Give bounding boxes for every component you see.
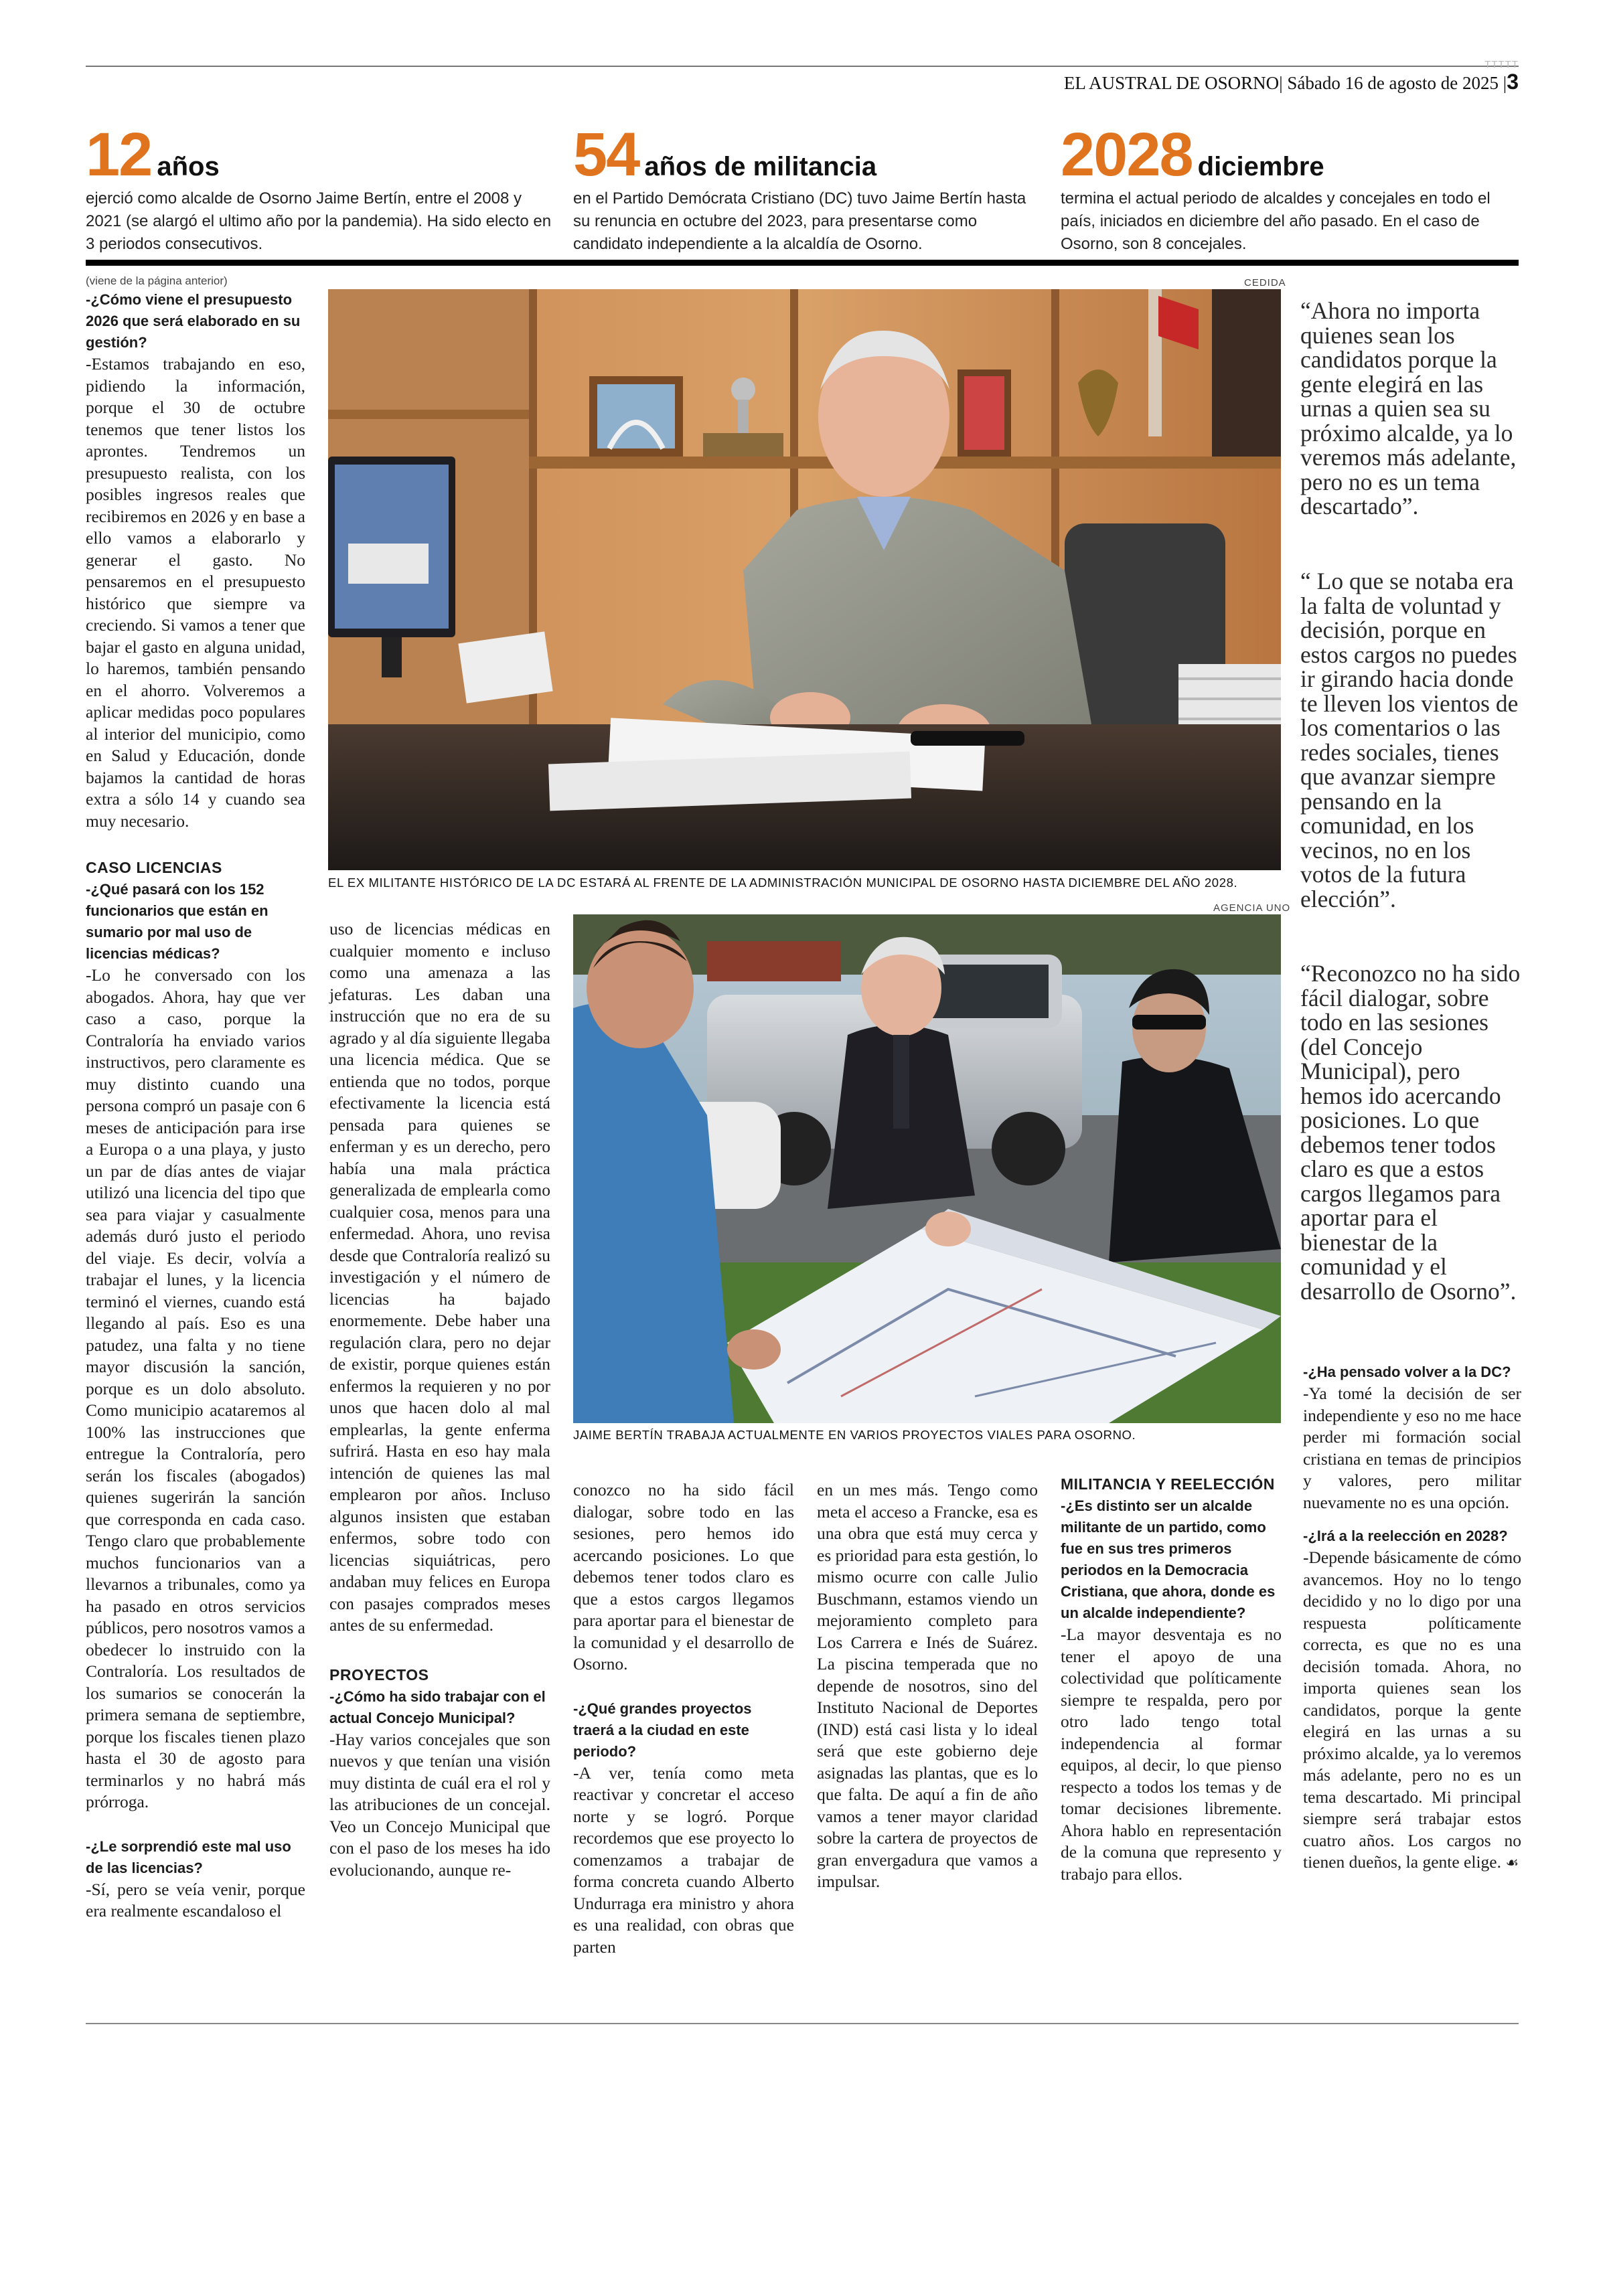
continued-note: (viene de la página anterior) [86, 274, 228, 287]
issue-date: | Sábado 16 de agosto de 2025 | [1279, 73, 1507, 93]
answer: uso de licencias médicas en cualquier momento e incluso como una amenaza a las jefaturas. Les daban una instrucción que no era de su agrado y al día siguiente llegaba una licencia médica. Que se entienda que no todos, porque efectivamente la licencia está pensada para quienes se enferman y es un derecho, pero había una mala práctica generalizada de emplearla como cualquier cosa, menos para una enfermedad. Ahora, uno revisa desde que Contraloría realizó su investigación y el número de licencias ha bajado enormemente. Debe haber una regulación clara, pero no dejar de existir, porque quienes están enfermos la requieren y no por unos que hacen dolo al mal emplearlas, la gente enferma sufrirá. Hasta en eso hay mala intención de quienes las mal emplearon por años. Incluso algunos insisten que estaban enfermos, sobre todo con licencias siquiátricas, pero andaban muy felices en Europa con pasajes comprados meses antes de su enfermedad. [329, 919, 550, 1635]
top-rule [86, 66, 1519, 67]
fact-box-3 [1061, 120, 1523, 256]
question: -¿Ha pensado volver a la DC? [1303, 1364, 1511, 1380]
pull-quote: “Reconozco no ha sido fácil dialogar, sobre todo en las sesiones (del Concejo Municipal), pero hemos ido acercando posiciones. Lo que debemos tener todos claro es que a estos cargos llegamos para aportar para el bienestar de la comunidad y el desarrollo de Osorno”. [1300, 960, 1521, 1305]
section-heading: CASO LICENCIAS [86, 859, 222, 876]
fact-description: en el Partido Demócrata Cristiano (DC) tuvo Jaime Bertín hasta su renuncia en octubre del 2023, para presentarse como candidato independiente a la alcaldía de Osorno. [573, 189, 1026, 253]
question: -¿Qué pasará con los 152 funcionarios que están en sumario por mal uso de licencias médicas? [86, 881, 269, 962]
column-5 [1061, 1473, 1282, 1885]
photo-caption: EL EX MILITANTE HISTÓRICO DE LA DC ESTARÁ AL FRENTE DE LA ADMINISTRACIÓN MUNICIPAL DE OSORNO HASTA DICIEMBRE DEL AÑO 2028. [328, 876, 1238, 890]
section-heading: PROYECTOS [329, 1665, 429, 1684]
fact-box-1 [86, 120, 554, 256]
fact-number: 12 [86, 120, 152, 189]
answer: -A ver, tenía como meta reactivar y concretar el acceso norte y se logró. Porque recordemos que ese proyecto lo comenzamos a trabajar de forma concreta cuando Alberto Undurraga era ministro y ahora es una realidad, con obras que parten [573, 1762, 794, 1957]
mayor-office-illustration [328, 289, 1281, 870]
question: -¿Le sorprendió este mal uso de las licencias? [86, 1837, 291, 1876]
fact-number: 54 [573, 120, 639, 189]
bottom-rule [86, 2023, 1519, 2024]
answer-text: -Depende básicamente de cómo avancemos. Hoy no lo tengo decidido y no lo digo por una respuesta políticamente correcta, es que no es una decisión tomada. Ahora, no importa quienes sean los candidatos, porque la gente elegirá en las urnas a su próximo alcalde, ya lo veremos más adelante, pero no es un tema descartado. Mi principal siempre será trabajar estos cuatro años. Los cargos no tienen dueños, la gente elige. [1303, 1548, 1521, 1872]
answer: -Estamos trabajando en eso, pidiendo la información, porque el 30 de octubre tenemos que tener listos los aprontes. Tendremos un presupuesto realista, con los posibles ingresos reales que recibiremos en 2026 y en base a ello vamos a elaborarlo y generar el gasto. No pensaremos en el presupuesto histórico que siempre va creciendo. Si vamos a tener que bajar el gasto en alguna unidad, lo haremos, también pensando en el ahorro. Volveremos a aplicar medidas poco populares al interior del municipio, como en Salud y Educación, donde bajamos la cantidad de horas extra a sólo 14 y cuando sea muy necesario. [86, 354, 305, 831]
photo-credit: AGENCIA UNO [1213, 902, 1291, 914]
answer: -La mayor desventaja es no tener el apoyo de una colectividad que políticamente siempre te respalda, pero por otro lado tengo total independencia al formar equipos, al decir, lo que pienso respecto a todos los temas y de tomar decisiones libremente. Ahora hablo en representación de la comuna que represento y trabajo para ellos. [1061, 1625, 1282, 1884]
column-3 [573, 1479, 794, 1958]
page-stamp: TTTTT [1484, 59, 1519, 70]
page-header [1064, 70, 1519, 94]
section-rule [86, 260, 1519, 266]
fact-box-2 [573, 120, 1042, 256]
question: -¿Es distinto ser un alcalde militante de un partido, como fue en sus tres primeros periodos en la Democracia Cristiana, que ahora, donde es un alcalde independiente? [1061, 1497, 1276, 1621]
question: -¿Qué grandes proyectos traerá a la ciudad en este periodo? [573, 1700, 752, 1760]
answer: -Lo he conversado con los abogados. Ahora, hay que ver caso a caso, porque la Contraloría ha enviado varios instructivos, pero claramente es muy distinto cuando una persona compró un pasaje con 6 meses de anticipación para irse a Europa o a una playa, y justo un par de días antes de viajar utilizó una licencia del tipo que sea para viajar y casualmente además duró justo el periodo del viaje. Es decir, volvía a trabajar el lunes, y la licencia terminó el viernes, cuando está llegando al país. Eso es una patudez, una falta y no tiene mayor discusión la sanción, porque es un dolo absoluto. Como municipio acataremos al 100% las instrucciones que entregue la Contraloría, pero serán los fiscales (abogados) quienes sugerirán la sanción que corresponda en cada caso. Tengo claro que probablemente muchos funcionarios van a llevarnos a tribunales, como ya ha pasado en otros servicios públicos, pero nosotros vamos a obedecer lo instruido con la Contraloría. Los resultados de los sumarios se conocerán la primera semana de septiembre, porque los fiscales tienen plazo hasta el 30 de agosto para terminarlos y no habrá más prórroga. [86, 965, 305, 1811]
photo-credit: CEDIDA [1244, 277, 1286, 289]
paper-name: EL AUSTRAL DE OSORNO [1063, 73, 1280, 93]
section-heading: MILITANCIA Y REELECCIÓN [1061, 1475, 1275, 1493]
road-projects-illustration [573, 914, 1281, 1423]
question: -¿Cómo viene el presupuesto 2026 que será elaborado en su gestión? [86, 291, 301, 351]
question: -¿Cómo ha sido trabajar con el actual Concejo Municipal? [329, 1688, 546, 1726]
answer: -Hay varios concejales que son nuevos y que tenían una visión muy distinta de cuál era el rol y las atribuciones de un concejal. Veo un Concejo Municipal que con el paso de los meses ha ido evolucionando, aunque re- [329, 1729, 550, 1880]
answer: en un mes más. Tengo como meta el acceso a Francke, esa es una obra que está muy cerca y es prioridad para esta gestión, lo mismo ocurre con calle Julio Buschmann, estamos viendo un mejoramiento completo para Los Carrera e Inés de Suárez. La piscina temperada que no depende de nosotros, sino del Instituto Nacional de Deportes (IND) está casi lista y lo ideal será que este gobierno deje asignadas las plantas, que es lo que falta. De aquí a fin de año vamos a tener mayor claridad sobre la cartera de proyectos de gran envergadura que vamos a impulsar. [817, 1480, 1038, 1891]
answer: -Ya tomé la decisión de ser independiente y eso no me hace perder mi formación social cristiana en temas de principios y valores, pero militar nuevamente no es una opción. [1303, 1384, 1521, 1512]
column-2 [329, 918, 550, 1881]
question: -¿Irá a la reelección en 2028? [1303, 1528, 1508, 1544]
column-6 [1303, 1362, 1521, 1875]
answer [1303, 1547, 1521, 1875]
column-4 [817, 1479, 1038, 1893]
photo-mayor-office [328, 289, 1281, 870]
pull-quote: “ Lo que se notaba era la falta de voluntad y decisión, porque en estos cargos no puedes ir girando hacia donde te lleven los vientos de los comentarios o las redes sociales, tienes que avanzar siempre pensando en la comunidad, en los vecinos, no en los votos de la futura elección”. [1300, 568, 1519, 912]
photo-caption: JAIME BERTÍN TRABAJA ACTUALMENTE EN VARIOS PROYECTOS VIALES PARA OSORNO. [573, 1428, 1136, 1442]
answer: -Sí, pero se veía venir, porque era realmente escandaloso el [86, 1879, 305, 1920]
page-number: 3 [1507, 70, 1519, 94]
fact-description: termina el actual periodo de alcaldes y concejales en todo el país, iniciados en diciembre del año pasado. En el caso de Osorno, son 8 concejales. [1061, 189, 1490, 253]
pull-quote: “Ahora no importa quienes sean los candidatos porque la gente elegirá en las urnas a quien sea su próximo alcalde, ya lo veremos más adelante, pero no es un tema descartado”. [1300, 297, 1517, 519]
answer: conozco no ha sido fácil dialogar, sobre todo en las sesiones, pero hemos ido acercando posiciones. Lo que debemos tener todos claro es que a estos cargos llegamos para aportar para el bienestar de la comunidad y el desarrollo de Osorno. [573, 1480, 794, 1673]
fact-unit: años [157, 152, 220, 181]
fact-description: ejerció como alcalde de Osorno Jaime Bertín, entre el 2008 y 2021 (se alargó el ultimo año por la pandemia). Ha sido electo en 3 periodos consecutivos. [86, 189, 552, 253]
column-1 [86, 273, 305, 1922]
fact-unit: diciembre [1197, 152, 1324, 181]
end-mark-icon: ☙ [1505, 1855, 1519, 1872]
fact-number: 2028 [1061, 120, 1193, 189]
fact-unit: años de militancia [644, 152, 877, 181]
photo-road-projects [573, 914, 1281, 1423]
